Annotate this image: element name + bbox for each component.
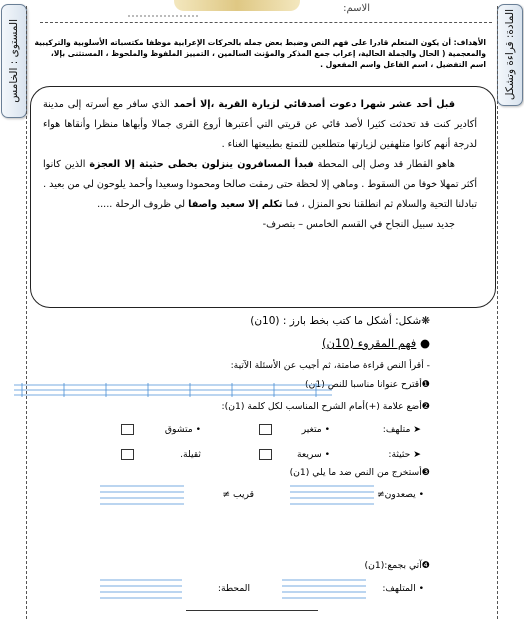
q2-word1-option2: • متشوق	[164, 424, 201, 435]
question-3: ❸أستخرج من النص ضد ما يلي (1ن)	[289, 467, 430, 478]
answer-lines-q4-item1[interactable]	[282, 578, 366, 600]
name-label: الاسم:	[343, 3, 370, 14]
text-paragraph-1: قبل أحد عشر شهرا دعوت أصدقائي لزيارة القرية ،إلا أحمد الذي سافر مع أسرته إلى مدينة أكادير كنت قد تحدثت كثيرا لأصد قائي عن قريتي التي أعتبرها أروع القرى جمالا وأبهاها منظرا وأنقاها هواء لدرجة أنهم كانوا متلهفين لزيارتها متطلعين للتمتع بطبيعتها الغناء .	[43, 99, 477, 150]
text-paragraph-3: تبادلنا التحية والسلام ثم انطلقنا نحو المنزل ، فما تكلم إلا سعيد واصفا لي ظروف الرحلة .....	[97, 199, 477, 210]
checkbox-word2-option2[interactable]	[121, 449, 134, 460]
text-source: جديد سبيل النجاح في القسم الخامس – بتصرف-	[262, 219, 455, 230]
level-tab-label: المستوى : الخامس	[8, 19, 20, 103]
number-1-icon: ❶	[421, 379, 430, 390]
answer-lines-q4-item2[interactable]	[100, 578, 182, 600]
instructions: - أقرأ النص قراءة صامتة، ثم أجيب عن الأسئلة الآتية:	[230, 360, 430, 371]
circle-bullet-icon: ●	[416, 336, 430, 350]
text-paragraph-2: هاهو القطار قد وصل إلى المحطة فبدأ المسافرون ينزلون بخطى حثيثة إلا العجزة الذين كانوا أكثر تمهلا خوفا من السقوط . وماهي إلا لحظة حتى رمقت صالحا ومحمودا وسعيدا وأحمد يلوحون لي من بعيد .	[43, 159, 477, 190]
subject-tab	[497, 4, 523, 106]
name-dotted-line	[128, 2, 356, 18]
bold-phrase-3: تكلم إلا سعيد واصفا	[188, 199, 283, 210]
q4-item-2: المحطة:	[217, 583, 250, 594]
bold-phrase-1: قبل أحد عشر شهرا دعوت أصدقائي لزيارة القرية ،إلا أحمد	[173, 99, 455, 110]
question-2: ❷أضع علامة (+)أمام الشرح المناسب لكل كلمة (1ن):	[221, 401, 430, 412]
reading-text-box	[30, 86, 496, 308]
answer-lines-q3-item1[interactable]	[290, 484, 374, 506]
number-4-icon: ❹	[421, 560, 430, 571]
bottom-rule	[186, 610, 318, 611]
answer-lines-q1[interactable]	[14, 383, 332, 397]
checkbox-word2-option1[interactable]	[259, 449, 272, 460]
checkbox-word1-option1[interactable]	[259, 424, 272, 435]
number-3-icon: ❸	[421, 467, 430, 478]
diamond-bullet-icon: ❋	[421, 315, 430, 327]
q3-item-2: قريب ≠	[222, 489, 254, 500]
q2-word-1: ➤ متلهف:	[382, 424, 421, 435]
level-tab	[1, 4, 27, 118]
question-1: ❶أقترح عنوانا مناسبا للنص (1ن)	[305, 379, 430, 390]
subject-tab-label: المادة: قراءة وتشكل	[504, 9, 516, 101]
objectives-text: الأهداف: أن يكون المتعلم قادرا على فهم النص وضبط بعض جمله بالحركات الإعرابية موظفا مكتسباته الأسلوبية والتركيبية والمعجمية ( الحال والجملة الحالية، إعراب جمع المذكر والمؤنث السالمين ، التمييز الملفوظ والملحوظ ، المستثنى بإلا، اسم التفضيل ، اسم الفاعل واسم المفعول .	[34, 38, 486, 70]
q2-word-2: ➤ حثيثة:	[388, 449, 421, 460]
header-divider	[40, 22, 492, 23]
q2-word1-option1: • متغير	[301, 424, 330, 435]
q2-word2-option1: • سريعة	[296, 449, 330, 460]
answer-lines-q3-item2[interactable]	[100, 484, 184, 506]
arrow-bullet-icon: ➤	[410, 449, 421, 460]
q3-item-1: • يصعدون≠	[376, 489, 424, 500]
q2-word2-option2: ثقيلة.	[180, 449, 201, 460]
question-fahm: ● فهم المقروء (10ن)	[321, 336, 430, 350]
question-4: ❹آتي بجمع:(1ن)	[364, 560, 430, 571]
checkbox-word1-option2[interactable]	[121, 424, 134, 435]
q4-item-1: • المتلهف:	[382, 583, 424, 594]
question-shakl: ❋شكل: أشكل ما كتب بخط بارز : (10ن)	[250, 315, 430, 327]
bold-phrase-2: فبدأ المسافرون ينزلون بخطى حثيثة إلا العجزة	[89, 159, 314, 170]
number-2-icon: ❷	[421, 401, 430, 412]
arrow-bullet-icon: ➤	[410, 424, 421, 435]
